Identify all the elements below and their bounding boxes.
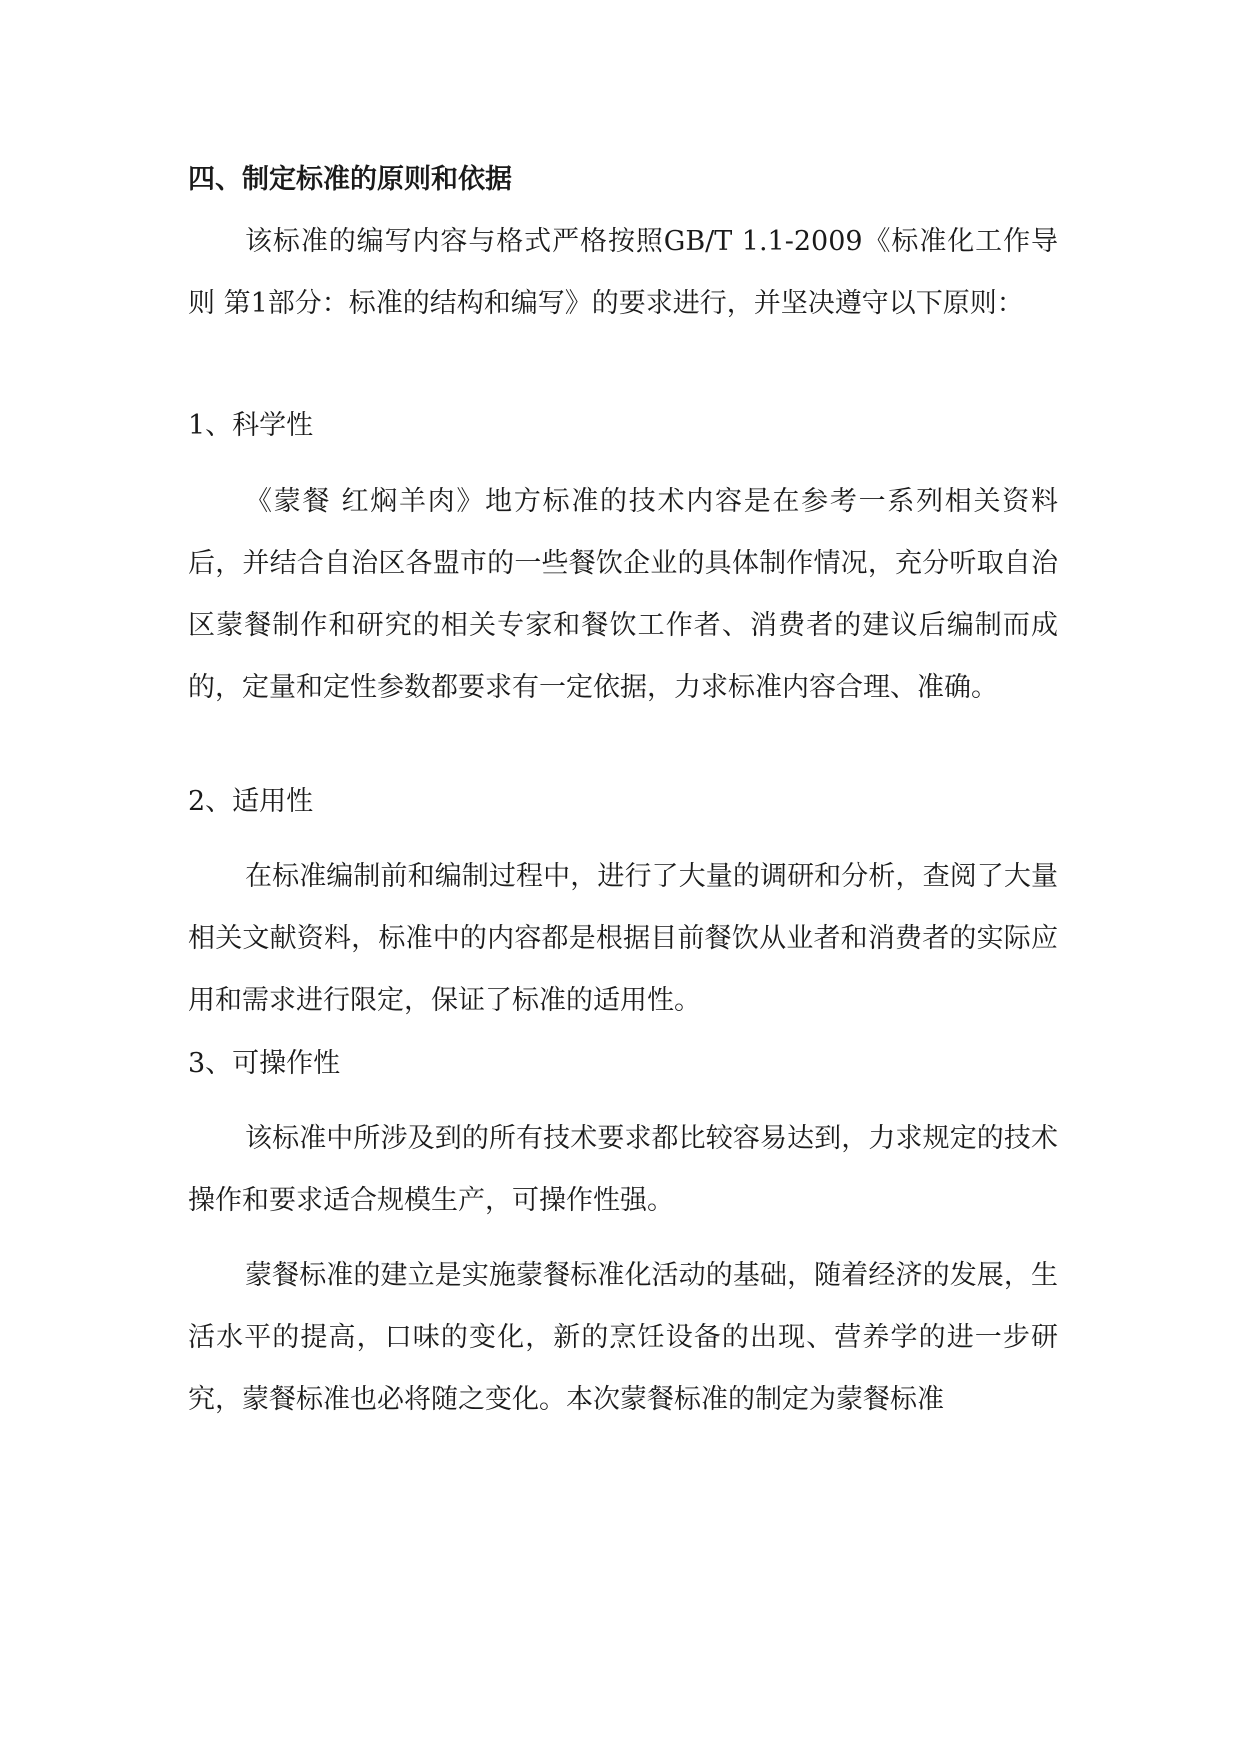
subsection-body-operability: 该标准中所涉及到的所有技术要求都比较容易达到，力求规定的技术操作和要求适合规模生产，可操作性强。 — [188, 1123, 1058, 1216]
subsection-body-scientific: 《蒙餐 红焖羊肉》地方标准的技术内容是在参考一系列相关资料后，并结合自治区各盟市的一些餐饮企业的具体制作情况，充分听取自治区蒙餐制作和研究的相关专家和餐饮工作者、消费者的建议后编制而成的，定量和定性参数都要求有一定依据，力求标准内容合理、准确。 — [188, 486, 1058, 703]
intro-paragraph: 该标准的编写内容与格式严格按照GB/T 1.1-2009《标准化工作导则 第1部分：标准的结构和编写》的要求进行，并坚决遵守以下原则： — [188, 226, 1058, 319]
subsection-title-scientific: 1、科学性 — [188, 410, 314, 441]
closing-paragraph: 蒙餐标准的建立是实施蒙餐标准化活动的基础，随着经济的发展，生活水平的提高，口味的变化，新的烹饪设备的出现、营养学的进一步研究，蒙餐标准也必将随之变化。本次蒙餐标准的制定为蒙餐标准 — [188, 1260, 1058, 1415]
subsection-body-applicability: 在标准编制前和编制过程中，进行了大量的调研和分析，查阅了大量相关文献资料，标准中的内容都是根据目前餐饮从业者和消费者的实际应用和需求进行限定，保证了标准的适用性。 — [188, 861, 1058, 1016]
subsection-title-applicability: 2、适用性 — [188, 786, 314, 817]
subsection-title-operability: 3、可操作性 — [188, 1048, 341, 1079]
section-heading: 四、制定标准的原则和依据 — [188, 164, 512, 195]
